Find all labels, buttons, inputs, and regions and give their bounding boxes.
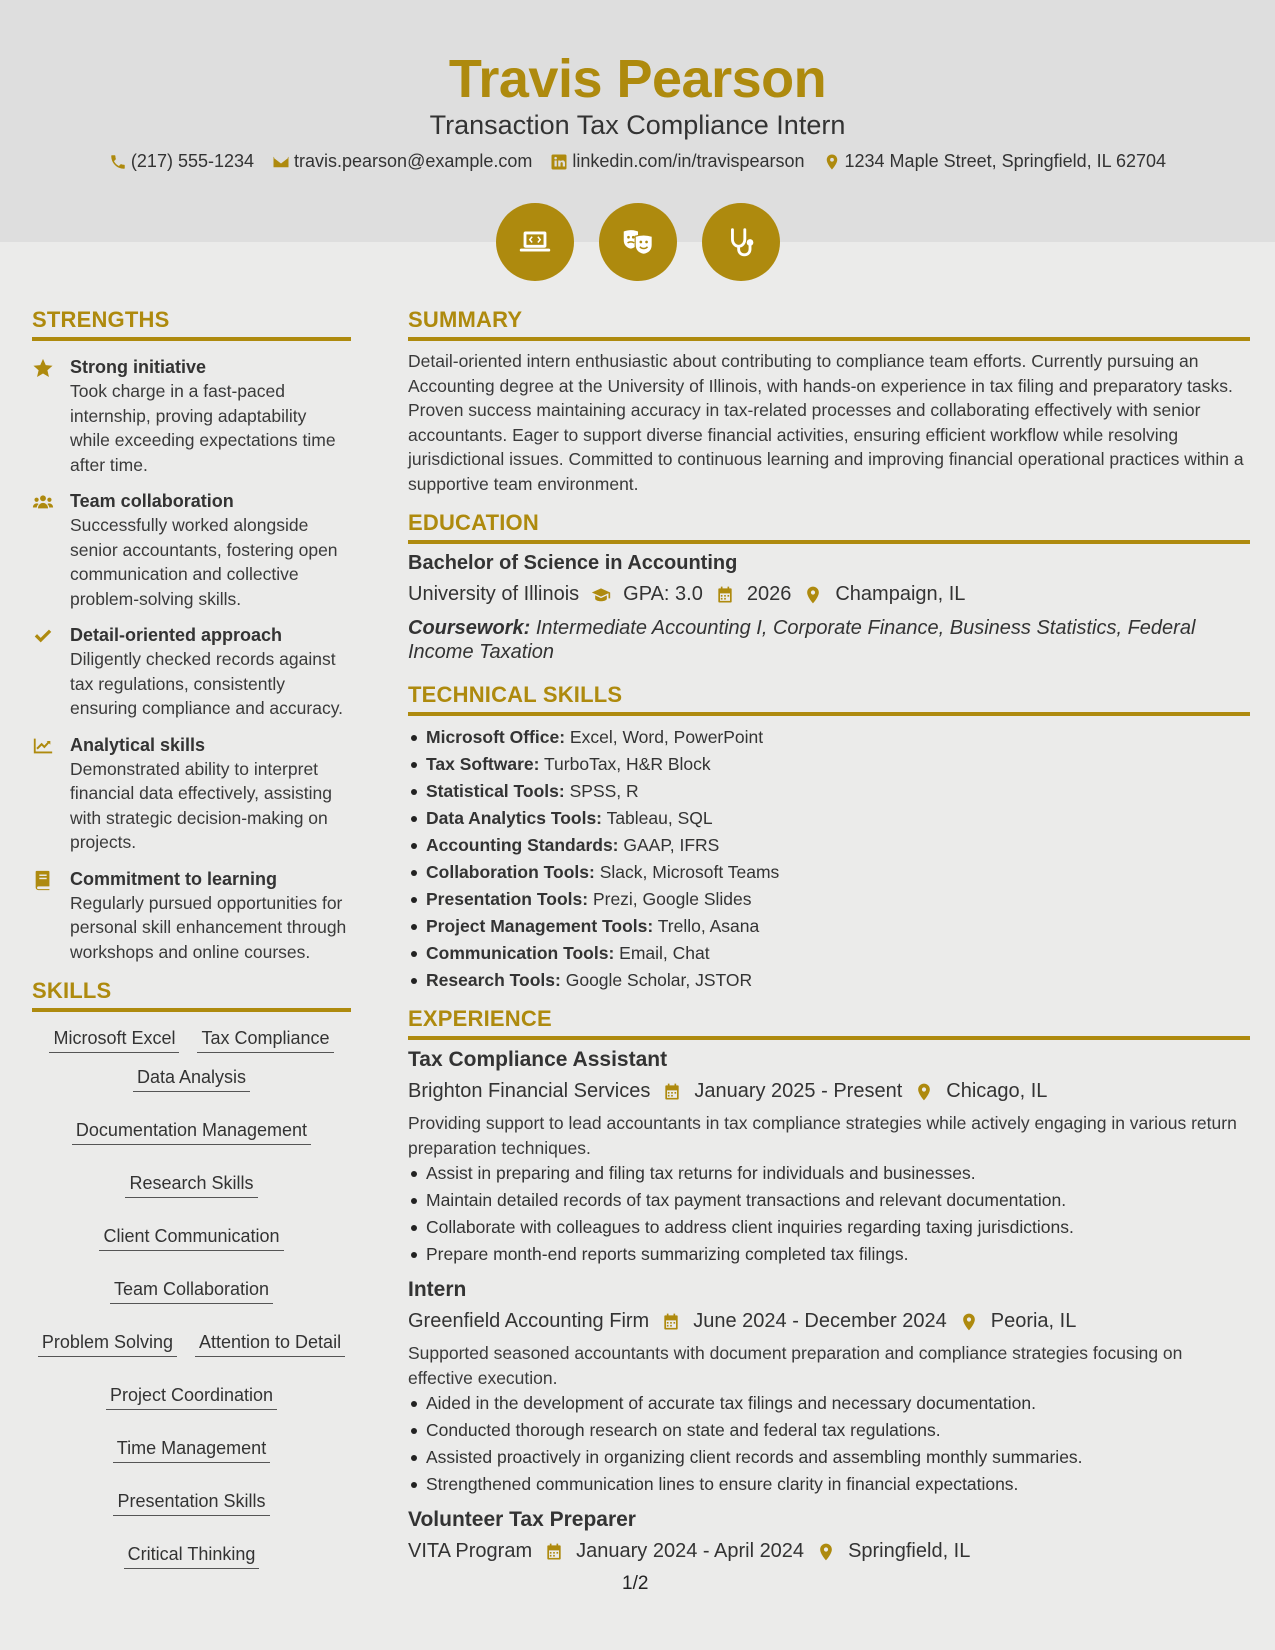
list-item: Conducted thorough research on state and federal tax regulations.	[408, 1417, 1250, 1444]
list-item	[408, 724, 1250, 751]
strength-item	[32, 489, 351, 611]
strength-title: Strong initiative	[70, 357, 207, 377]
list-item: Prepare month-end reports summarizing completed tax filings.	[408, 1241, 1250, 1268]
strength-item	[32, 355, 351, 477]
skill-tag: Documentation Management	[72, 1120, 311, 1145]
skill-tag: Team Collaboration	[110, 1279, 273, 1304]
phone-text: (217) 555-1234	[130, 151, 255, 171]
job-description: Providing support to lead accountants in tax compliance strategies while actively engaging in various return preparation techniques.	[408, 1113, 1237, 1158]
education-meta	[408, 583, 1250, 606]
candidate-title: Transaction Tax Compliance Intern	[429, 110, 846, 140]
strength-title: Team collaboration	[70, 491, 234, 511]
linkedin-icon	[550, 153, 568, 171]
tech-skill-label: Presentation Tools:	[426, 889, 589, 909]
tech-skill-value: Excel, Word, PowerPoint	[569, 727, 764, 747]
strength-desc: Regularly pursued opportunities for personal skill enhancement through workshops and online courses.	[70, 892, 347, 962]
list-item: Assisted proactively in organizing client records and assembling monthly summaries.	[408, 1444, 1250, 1471]
job-location: Chicago, IL	[946, 1080, 1048, 1102]
job-description: Supported seasoned accountants with document preparation and compliance strategies focusing on effective execution.	[408, 1343, 1183, 1388]
strength-item	[32, 623, 351, 721]
job-company: Brighton Financial Services	[408, 1080, 651, 1102]
job-bullets	[408, 1390, 1250, 1498]
education-heading: EDUCATION	[408, 510, 1250, 544]
skill-tag: Attention to Detail	[195, 1332, 345, 1357]
skill-tag: Presentation Skills	[113, 1491, 269, 1516]
skill-tag: Project Coordination	[106, 1385, 277, 1410]
tech-skill-value: TurboTax, H&R Block	[544, 754, 711, 774]
job-entry	[408, 1048, 1250, 1268]
skill-tag: Problem Solving	[38, 1332, 177, 1357]
job-dates: June 2024 - December 2024	[693, 1310, 947, 1332]
list-item: Collaborate with colleagues to address client inquiries regarding taxing jurisdictions.	[408, 1214, 1250, 1241]
location-pin-icon	[816, 1542, 836, 1562]
tech-skill-value: Tableau, SQL	[606, 808, 713, 828]
skill-tag: Tax Compliance	[197, 1028, 333, 1053]
phone-icon	[109, 153, 127, 171]
job-location: Peoria, IL	[990, 1310, 1077, 1332]
strength-title: Detail-oriented approach	[70, 625, 283, 645]
candidate-name: Travis Pearson	[448, 49, 827, 109]
list-item	[408, 778, 1250, 805]
skills-heading: SKILLS	[32, 978, 351, 1012]
job-title: Intern	[408, 1278, 467, 1301]
linkedin-text: linkedin.com/in/travispearson	[572, 151, 805, 171]
list-item	[408, 832, 1250, 859]
list-item	[408, 886, 1250, 913]
tech-skill-value: Slack, Microsoft Teams	[599, 862, 780, 882]
location-pin-icon	[914, 1082, 934, 1102]
tech-skill-label: Accounting Standards:	[426, 835, 619, 855]
tech-skill-label: Tax Software:	[426, 754, 540, 774]
tech-skill-label: Microsoft Office:	[426, 727, 566, 747]
calendar-icon	[662, 1082, 682, 1102]
envelope-icon	[272, 153, 290, 171]
education-gpa: GPA: 3.0	[623, 583, 703, 605]
tech-skill-label: Project Management Tools:	[426, 916, 654, 936]
interest-icons	[496, 203, 780, 281]
list-item: Strengthened communication lines to ensure clarity in financial expectations.	[408, 1471, 1250, 1498]
tech-skill-label: Communication Tools:	[426, 943, 615, 963]
list-item: Assist in preparing and filing tax returns for individuals and businesses.	[408, 1160, 1250, 1187]
strength-desc: Successfully worked alongside senior accountants, fostering open communication and collective problem-solving skills.	[70, 515, 338, 609]
tech-skill-value: Email, Chat	[619, 943, 710, 963]
location-pin-icon	[803, 585, 823, 605]
stethoscope-icon	[702, 203, 780, 281]
list-item	[408, 751, 1250, 778]
email-text: travis.pearson@example.com	[294, 151, 533, 171]
job-meta	[408, 1540, 1250, 1563]
summary-heading: SUMMARY	[408, 307, 1250, 341]
calendar-icon	[544, 1542, 564, 1562]
tech-skill-label: Statistical Tools:	[426, 781, 565, 801]
tech-skill-value: Trello, Asana	[657, 916, 760, 936]
laptop-code-icon	[496, 203, 574, 281]
strength-desc: Demonstrated ability to interpret financial data effectively, assisting with strategic decision-making on projects.	[70, 758, 332, 852]
location-pin-icon	[959, 1312, 979, 1332]
job-bullets	[408, 1160, 1250, 1268]
strength-title: Analytical skills	[70, 734, 206, 755]
list-item: Maintain detailed records of tax payment transactions and relevant documentation.	[408, 1187, 1250, 1214]
list-item	[408, 967, 1250, 994]
tech-skill-label: Collaboration Tools:	[426, 862, 595, 882]
contact-address	[823, 151, 1167, 172]
skill-tag: Microsoft Excel	[49, 1028, 179, 1053]
strength-item	[32, 867, 351, 965]
job-title: Volunteer Tax Preparer	[408, 1508, 636, 1531]
contact-phone[interactable]	[109, 151, 254, 172]
summary-text: Detail-oriented intern enthusiastic about contributing to compliance team efforts. Currently pursuing an Accounting degree at the University of Illinois, with hands-on experience in tax filing and preparatory tasks. Proven success maintaining accuracy in tax-related processes and collaborating effectively with senior accountants. Eager to support diverse financial activities, ensuring efficient workflow while resolving jurisdictional issues. Committed to continuous learning and improving financial operational practices within a supportive team environment.	[408, 351, 1244, 494]
tech-skill-value: Prezi, Google Slides	[592, 889, 752, 909]
job-company: Greenfield Accounting Firm	[408, 1310, 650, 1332]
coursework-label: Coursework:	[408, 617, 531, 639]
location-pin-icon	[823, 153, 841, 171]
list-item	[408, 859, 1250, 886]
theater-masks-icon	[599, 203, 677, 281]
job-company: VITA Program	[408, 1540, 533, 1562]
strength-desc: Took charge in a fast-paced internship, proving adaptability while exceeding expectations time after time.	[70, 381, 336, 475]
strength-title: Commitment to learning	[70, 868, 278, 889]
education-degree: Bachelor of Science in Accounting	[408, 552, 738, 574]
list-item: Aided in the development of accurate tax filings and necessary documentation.	[408, 1390, 1250, 1417]
list-item	[408, 913, 1250, 940]
calendar-icon	[715, 585, 735, 605]
experience-heading: EXPERIENCE	[408, 1006, 1250, 1040]
book-icon	[32, 869, 54, 891]
list-item	[408, 940, 1250, 967]
star-icon	[32, 357, 54, 379]
job-title: Tax Compliance Assistant	[408, 1048, 668, 1071]
skill-tag: Client Communication	[99, 1226, 283, 1251]
chart-line-icon	[32, 735, 54, 757]
skill-tag: Critical Thinking	[124, 1544, 260, 1569]
job-meta	[408, 1080, 1250, 1103]
skill-tag: Data Analysis	[133, 1067, 250, 1092]
job-dates: January 2025 - Present	[694, 1080, 903, 1102]
address-text: 1234 Maple Street, Springfield, IL 62704	[844, 151, 1167, 171]
job-entry	[408, 1278, 1250, 1498]
education-coursework	[408, 616, 1250, 664]
check-icon	[32, 625, 54, 647]
contact-linkedin[interactable]	[550, 151, 804, 172]
strength-desc: Diligently checked records against tax regulations, consistently ensuring compliance and accuracy.	[70, 649, 344, 718]
skill-tag: Research Skills	[125, 1173, 257, 1198]
skill-tag: Time Management	[113, 1438, 270, 1463]
job-entry	[408, 1508, 1250, 1563]
users-icon	[32, 491, 54, 513]
education-school: University of Illinois	[408, 583, 580, 605]
job-meta	[408, 1310, 1250, 1333]
strengths-heading: STRENGTHS	[32, 307, 351, 341]
job-location: Springfield, IL	[848, 1540, 971, 1562]
education-location: Champaign, IL	[835, 583, 966, 605]
contact-email[interactable]	[272, 151, 532, 172]
coursework-list: Intermediate Accounting I, Corporate Finance, Business Statistics, Federal Income Taxation	[408, 617, 1196, 663]
left-column	[32, 307, 351, 1569]
page-indicator: 1/2	[622, 1573, 649, 1594]
tech-skill-label: Research Tools:	[426, 970, 561, 990]
skills-list	[32, 1020, 351, 1569]
strength-item	[32, 733, 351, 855]
contact-bar	[0, 151, 1275, 172]
job-dates: January 2024 - April 2024	[576, 1540, 805, 1562]
tech-skill-value: SPSS, R	[569, 781, 639, 801]
education-year: 2026	[746, 583, 792, 605]
list-item	[408, 805, 1250, 832]
calendar-icon	[661, 1312, 681, 1332]
tech-skill-value: Google Scholar, JSTOR	[565, 970, 753, 990]
tech-skill-label: Data Analytics Tools:	[426, 808, 603, 828]
technical-skills-heading: TECHNICAL SKILLS	[408, 682, 1250, 716]
tech-skill-value: GAAP, IFRS	[623, 835, 720, 855]
technical-skills-list	[408, 724, 1250, 994]
right-column	[408, 307, 1250, 1563]
graduation-cap-icon	[591, 585, 611, 605]
